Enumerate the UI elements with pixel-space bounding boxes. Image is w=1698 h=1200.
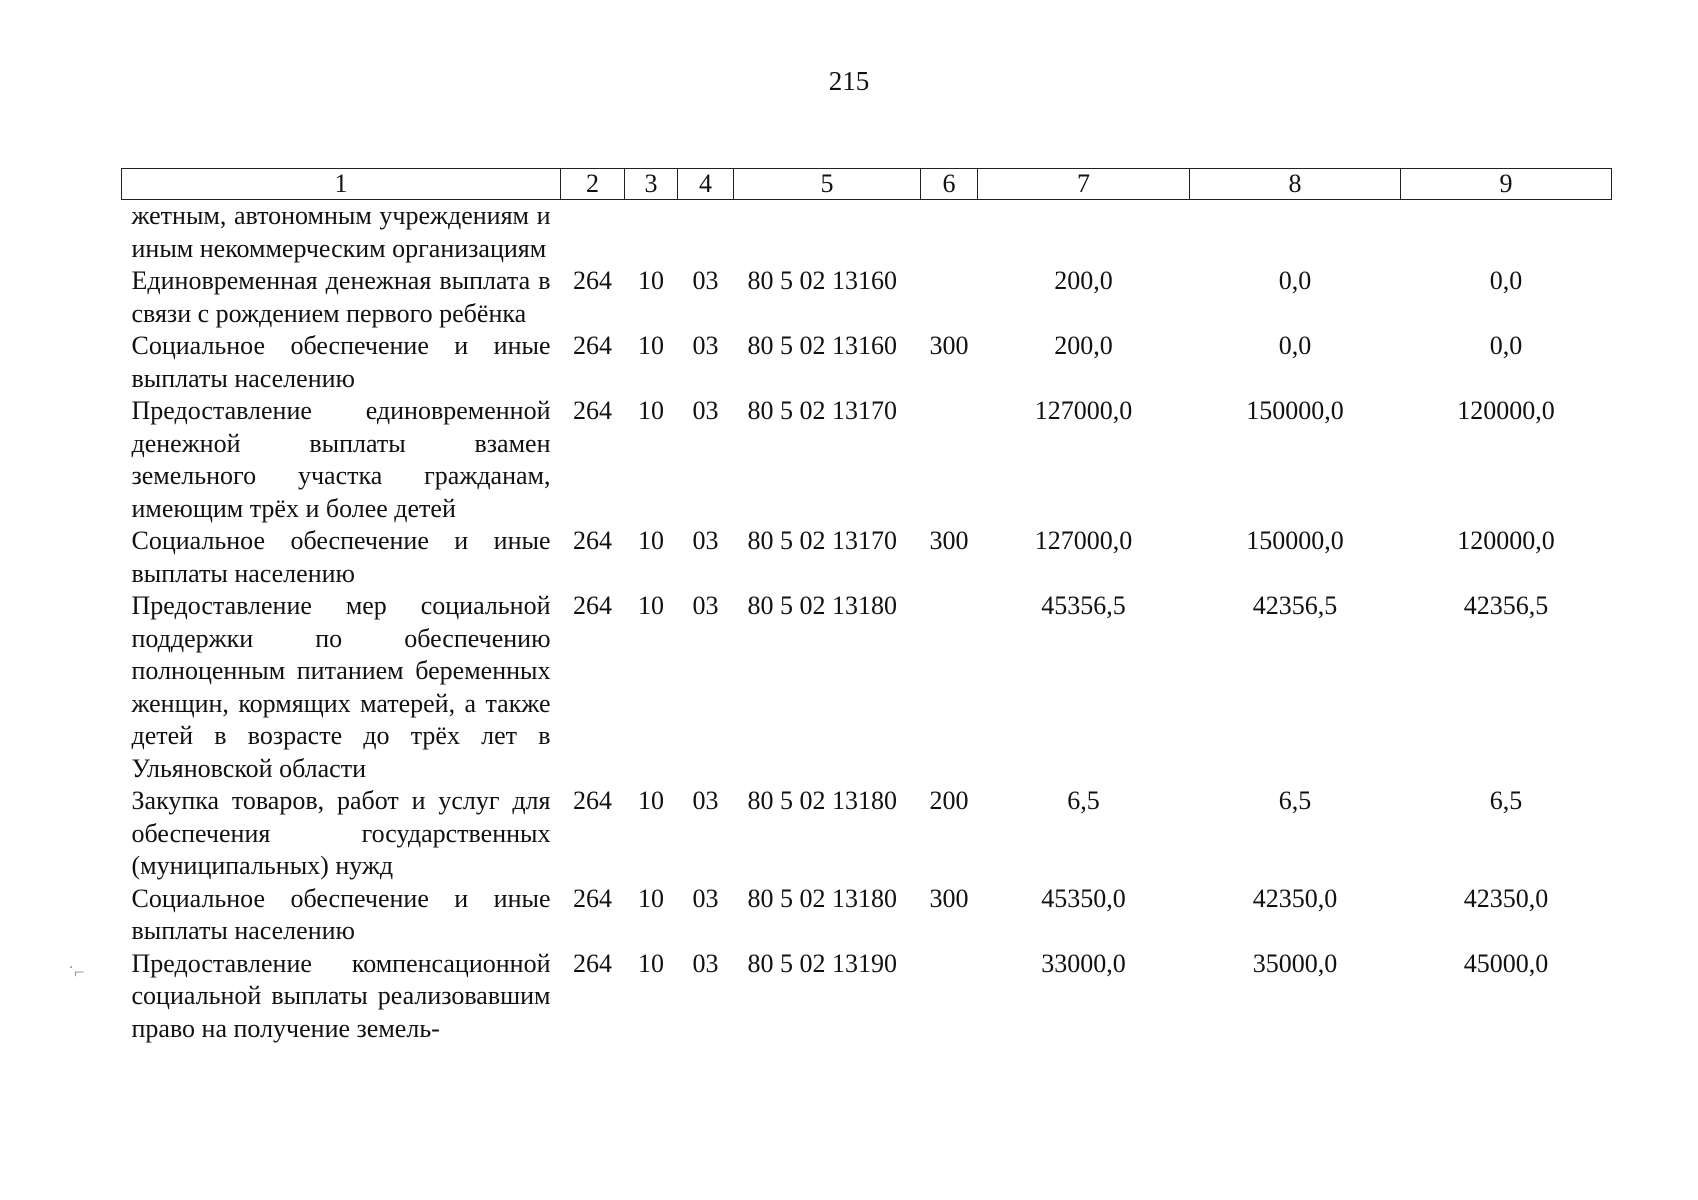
scan-artifact-mark: ˙⌐	[68, 962, 85, 982]
row-col-5: 80 5 02 13170	[747, 526, 897, 555]
header-cell-3: 3	[625, 169, 678, 200]
row-name: Единовременная денежная выплата в связи с рождением первого ребёнка	[131, 266, 551, 328]
row-col-4: 03	[692, 786, 719, 815]
row-col-8: 35000,0	[1252, 948, 1338, 978]
row-col-4: 03	[692, 591, 719, 620]
row-col-2: 264	[573, 331, 612, 360]
row-col-5: 80 5 02 13190	[747, 948, 897, 978]
row-col-5: 80 5 02 13170	[747, 396, 897, 425]
row-col-6	[921, 200, 978, 266]
row-col-7: 200,0	[1054, 266, 1113, 295]
row-col-9: 42350,0	[1463, 883, 1549, 913]
row-col-4: 03	[692, 266, 719, 295]
row-col-2: 264	[573, 883, 612, 913]
row-col-8: 0,0	[1278, 266, 1312, 295]
table-row	[122, 785, 1612, 883]
row-col-8: 150000,0	[1246, 396, 1344, 425]
row-col-6	[921, 265, 978, 330]
row-col-9: 42356,5	[1463, 591, 1549, 620]
row-name: Социальное обеспечение и иные выплаты населению	[131, 331, 551, 393]
header-row	[122, 169, 1612, 200]
row-col-3: 10	[638, 396, 664, 425]
row-col-5: 80 5 02 13180	[747, 883, 897, 913]
row-col-7: 127000,0	[1034, 526, 1133, 555]
row-col-2: 264	[573, 526, 612, 555]
row-col-9	[1401, 200, 1612, 266]
row-col-6: 200	[929, 786, 969, 815]
row-col-8: 6,5	[1278, 786, 1312, 815]
row-col-4: 03	[692, 526, 719, 555]
row-col-3: 10	[638, 526, 664, 555]
row-col-5: 80 5 02 13160	[747, 266, 897, 295]
row-col-6	[921, 590, 978, 785]
table-header	[122, 169, 1612, 200]
row-col-3: 10	[638, 948, 664, 978]
row-col-7: 127000,0	[1034, 396, 1133, 425]
row-col-2: 264	[573, 786, 612, 815]
row-col-8	[1190, 200, 1401, 266]
row-col-9: 0,0	[1489, 331, 1523, 360]
row-col-7: 6,5	[1067, 786, 1100, 815]
table-row	[122, 883, 1612, 948]
row-col-4: 03	[692, 948, 719, 978]
row-col-8: 150000,0	[1246, 526, 1344, 555]
row-col-8: 42350,0	[1252, 883, 1338, 913]
row-col-5: 80 5 02 13160	[747, 331, 897, 360]
row-col-7: 200,0	[1054, 331, 1113, 360]
row-name: жетным, автономным учреждениям и иным некоммерческим организациям	[131, 201, 551, 263]
row-col-6	[921, 395, 978, 525]
row-col-9: 120000,0	[1457, 396, 1555, 425]
row-col-8: 0,0	[1278, 331, 1312, 360]
row-name: Закупка товаров, работ и услуг для обеспечения государственных (муниципальных) нужд	[131, 786, 551, 880]
table-row	[122, 525, 1612, 590]
header-cell-7: 7	[978, 169, 1190, 200]
row-name: Предоставление мер социальной поддержки по обеспечению полноценным питанием беременных женщин, кормящих матерей, а также детей в возрасте до трёх лет в Ульяновской области	[131, 591, 551, 783]
row-col-7	[978, 200, 1190, 266]
row-col-2: 264	[573, 948, 612, 978]
row-col-3: 10	[638, 266, 664, 295]
table-row	[122, 265, 1612, 330]
row-col-4: 03	[692, 396, 719, 425]
row-col-7: 33000,0	[1041, 948, 1126, 978]
row-col-5	[734, 200, 921, 266]
row-col-3: 10	[638, 786, 664, 815]
table-row	[122, 395, 1612, 525]
table-body	[122, 200, 1612, 1046]
header-cell-4: 4	[678, 169, 734, 200]
row-col-9: 6,5	[1489, 786, 1523, 815]
header-cell-6: 6	[921, 169, 978, 200]
row-col-4: 03	[692, 883, 719, 913]
row-col-9: 45000,0	[1463, 948, 1549, 978]
row-col-9: 120000,0	[1457, 526, 1555, 555]
row-name: Предоставление единовременной денежной выплаты взамен земельного участка гражданам, имеющим трёх и более детей	[131, 396, 551, 523]
header-cell-2: 2	[561, 169, 625, 200]
header-cell-8: 8	[1190, 169, 1401, 200]
row-col-2: 264	[573, 396, 612, 425]
header-cell-1: 1	[122, 169, 561, 200]
header-cell-5: 5	[734, 169, 921, 200]
table-row	[122, 948, 1612, 1046]
row-name: Предоставление компенсационной социальной выплаты реализовавшим право на получение земель-	[131, 948, 551, 1043]
row-col-8: 42356,5	[1252, 591, 1338, 620]
table-row	[122, 200, 1612, 266]
row-name: Социальное обеспечение и иные выплаты населению	[131, 526, 551, 588]
row-col-4: 03	[692, 331, 719, 360]
row-col-2	[561, 200, 625, 266]
row-col-6: 300	[929, 883, 969, 913]
page-number: 215	[828, 66, 870, 96]
row-col-5: 80 5 02 13180	[747, 591, 897, 620]
table-row	[122, 590, 1612, 785]
row-col-2: 264	[573, 591, 612, 620]
row-name: Социальное обеспечение и иные выплаты населению	[131, 883, 551, 945]
row-col-9: 0,0	[1489, 266, 1523, 295]
budget-table	[121, 168, 1612, 1045]
table-row	[122, 330, 1612, 395]
header-cell-9: 9	[1401, 169, 1612, 200]
row-col-3: 10	[638, 591, 664, 620]
row-col-7: 45350,0	[1041, 883, 1126, 913]
row-col-7: 45356,5	[1041, 591, 1126, 620]
row-col-2: 264	[573, 266, 612, 295]
row-col-6: 300	[929, 331, 969, 360]
row-col-5: 80 5 02 13180	[747, 786, 897, 815]
row-col-6: 300	[929, 526, 969, 555]
row-col-6	[921, 948, 978, 1046]
row-col-3: 10	[638, 331, 664, 360]
row-col-4	[678, 200, 734, 266]
row-col-3	[625, 200, 678, 266]
row-col-3: 10	[638, 883, 664, 913]
